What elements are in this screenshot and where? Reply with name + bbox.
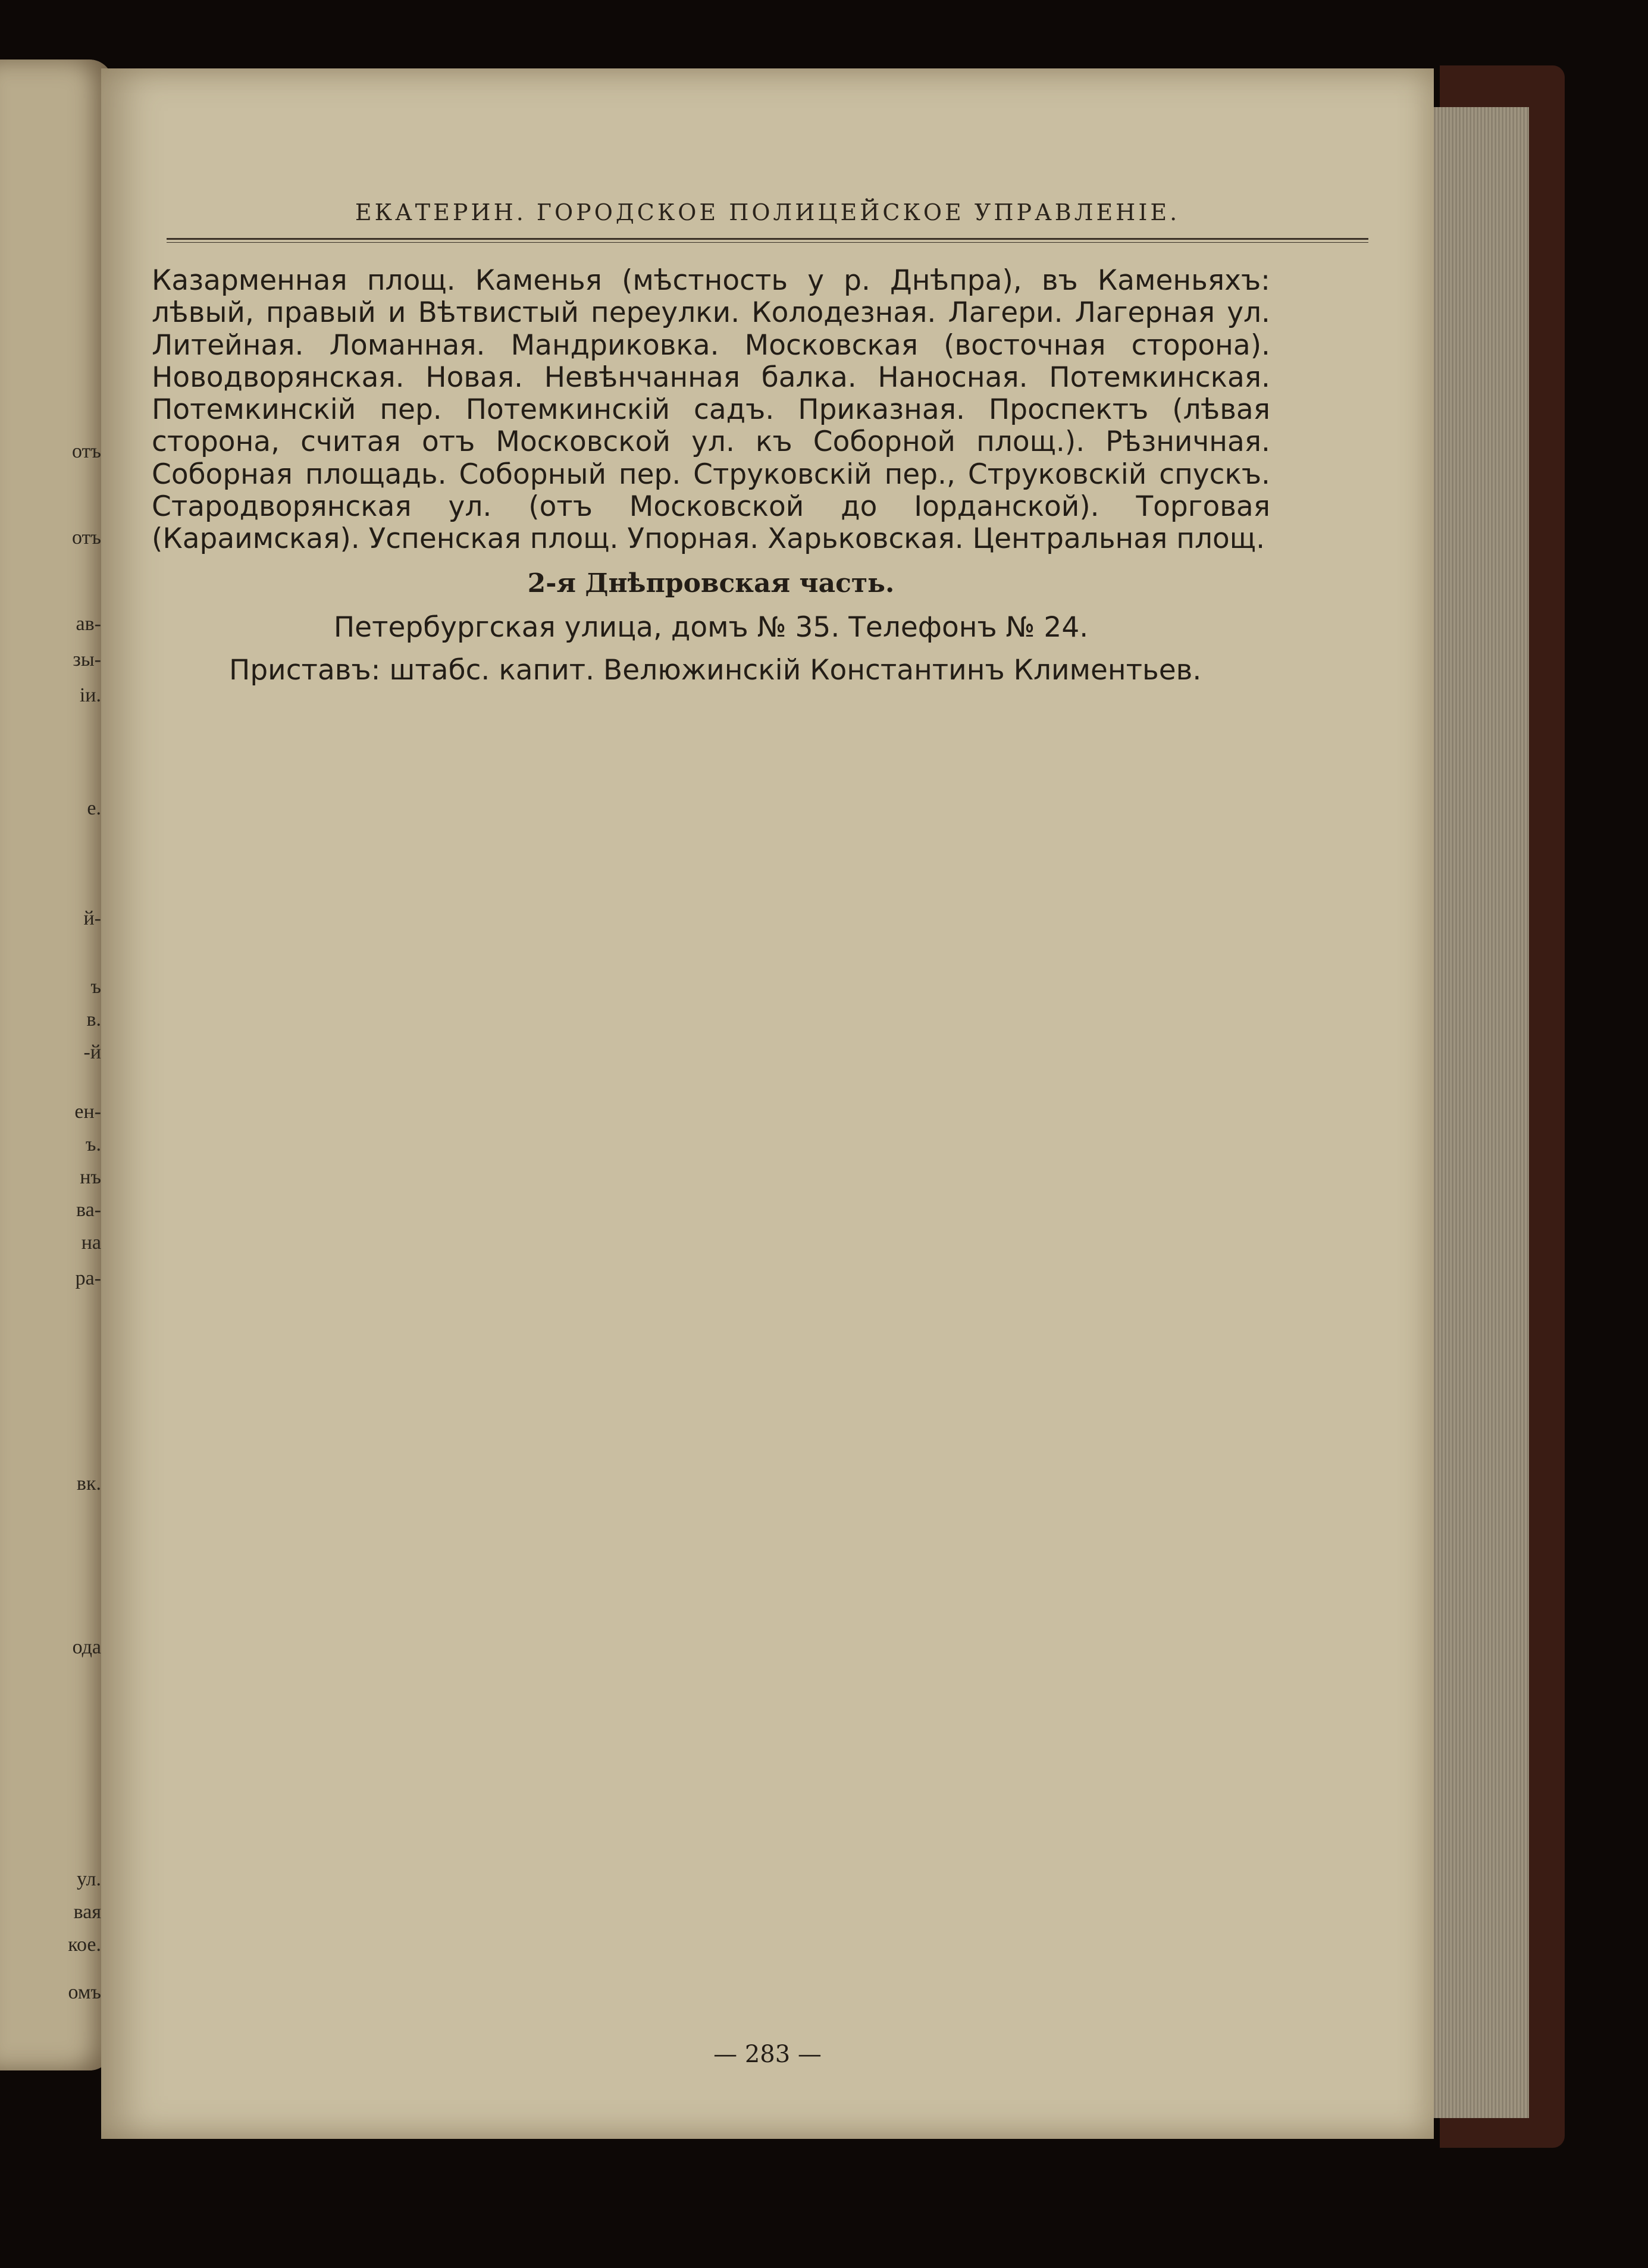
left-page-fragment: ъ	[90, 976, 101, 998]
left-page-fragment: й-	[83, 907, 101, 929]
left-page-fragment: отъ	[72, 527, 101, 549]
section-address: Петербургская улица, домъ № 35. Телефонъ № 24.	[333, 610, 1089, 644]
left-page-fragment: ъ.	[85, 1133, 101, 1155]
left-page-fragment: е.	[87, 797, 101, 819]
left-page-fragment: отъ	[72, 440, 101, 462]
running-header: ЕКАТЕРИН. ГОРОДСКОЕ ПОЛИЦЕЙСКОЕ УПРАВЛЕНІЕ.	[355, 199, 1180, 225]
left-page-fragment: ен-	[74, 1101, 101, 1123]
left-page-fragment: нъ	[80, 1166, 101, 1188]
page-number: — 283 —	[713, 2041, 822, 2068]
left-page-fragment: в.	[86, 1008, 101, 1030]
section-title: 2-я Днѣпровская часть.	[527, 568, 895, 599]
left-page-fragment: вк.	[76, 1473, 101, 1495]
page-stack-edges	[1428, 107, 1529, 2118]
left-page-fragment: вая	[73, 1901, 101, 1923]
left-page-fragment: -й	[83, 1041, 101, 1063]
left-page-fragment: кое.	[68, 1934, 101, 1956]
page-body	[152, 265, 1270, 687]
left-page-fragment: ра-	[75, 1267, 101, 1289]
left-page-fragment: ва-	[76, 1199, 101, 1221]
left-page-fragment: зы-	[73, 649, 101, 671]
header-rule	[167, 238, 1368, 243]
previous-page-edge	[0, 59, 113, 2070]
left-page-fragment: ул.	[77, 1868, 101, 1890]
section-pristav: Приставъ: штабс. капит. Велюжинскій Константинъ Климентьев.	[229, 654, 1202, 687]
left-page-fragment: на	[81, 1232, 101, 1254]
intro-paragraph: Казарменная площ. Каменья (мѣстность у р. Днѣпра), въ Каменьяхъ: лѣвый, правый и Вѣтвистый переулки. Колодезная. Лагери. Лагерная ул. Литейная. Ломанная. Мандриковка. Московская (восточная сторона). Новодворянская. Новая. Невѣнчанная балка. Наносная. Потемкинская. Потемкинскій пер. Потемкинскій садъ. Приказная. Проспектъ (лѣвая сторона, считая отъ Московской ул. къ Соборной площ.). Рѣзничная. Соборная площадь. Соборный пер. Струковскій пер., Струковскій спускъ. Стародворянская ул. (отъ Московской до Іорданской). Торговая (Караимская). Успенская площ. Упорная. Харьковская. Центральная площ.	[152, 264, 1270, 556]
left-page-fragment: ода	[72, 1636, 101, 1658]
book-page	[101, 68, 1434, 2139]
left-page-fragment: ав-	[76, 613, 101, 635]
left-page-fragment: омъ	[68, 1981, 101, 2003]
left-page-fragment: іи.	[79, 684, 101, 706]
